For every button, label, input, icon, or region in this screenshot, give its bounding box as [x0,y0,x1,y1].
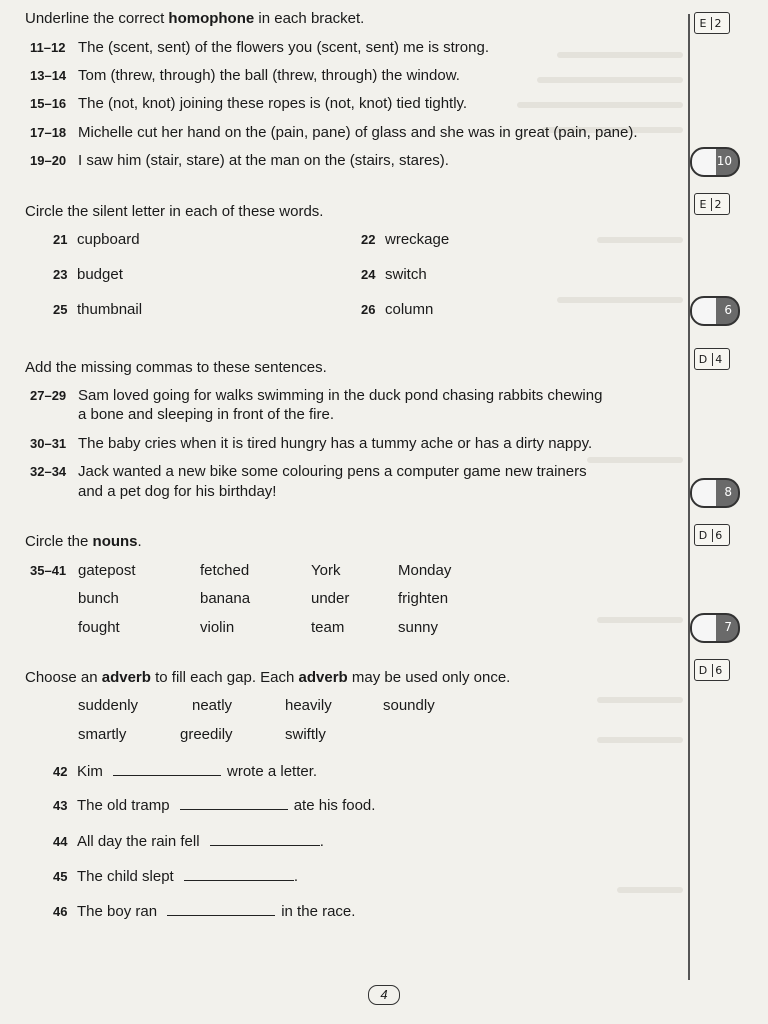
section1-skill-badge: E 2 [694,12,730,34]
noun-choice[interactable]: York [311,562,341,579]
section2-skill-badge: E 2 [694,193,730,215]
question-43: 43 The old tramp ate his food. [53,797,376,814]
question-30-31: 30–31 The baby cries when it is tired hungry has a tummy ache or has a dirty nappy. [30,435,593,452]
question-11-12: 11–12 The (scent, sent) of the flowers you (scent, sent) me is strong. [30,39,489,56]
section4-instruction: Circle the nouns. [25,533,142,550]
question-13-14: 13–14 Tom (threw, through) the ball (threw, through) the window. [30,67,460,84]
section4-score-box[interactable]: 7 [690,613,740,643]
section3-score-box[interactable]: 8 [690,478,740,508]
section2-score-box[interactable]: 6 [690,296,740,326]
question-42: 42 Kim wrote a letter. [53,763,318,780]
answer-blank-42[interactable] [113,762,221,776]
question-27-29: 27–29 Sam loved going for walks swimming in the duck pond chasing rabbits chewing [30,387,603,404]
noun-choice[interactable]: fought [78,619,120,636]
adverb-option: soundly [383,697,435,714]
question-27-29-line2: a bone and sleeping in front of the fire. [78,406,335,423]
noun-choice[interactable]: Monday [398,562,452,579]
question-17-18: 17–18 Michelle cut her hand on the (pain, pane) of glass and she was in great (pain, pane). [30,124,638,141]
answer-blank-46[interactable] [167,902,275,916]
question-32-34: 32–34 Jack wanted a new bike some colouring pens a computer game new trainers [30,463,587,480]
noun-choice[interactable]: banana [200,590,251,607]
adverb-option: smartly [78,726,127,743]
noun-choice[interactable]: gatepost [78,562,136,579]
section4-skill-badge: D 6 [694,524,730,546]
question-25: 25 thumbnail [53,301,143,318]
section3-instruction: Add the missing commas to these sentences. [25,359,327,376]
question-21: 21 cupboard [53,231,140,248]
question-32-34-line2: and a pet dog for his birthday! [78,483,277,500]
question-35-41-number: 35–41 [30,563,67,578]
question-23: 23 budget [53,266,123,283]
adverb-option: greedily [180,726,233,743]
noun-choice[interactable]: sunny [398,619,439,636]
question-26: 26 column [361,301,434,318]
question-46: 46 The boy ran in the race. [53,903,356,920]
adverb-option: neatly [192,697,233,714]
noun-choice[interactable]: frighten [398,590,449,607]
noun-choice[interactable]: team [311,619,345,636]
question-45: 45 The child slept . [53,868,299,885]
question-44: 44 All day the rain fell . [53,833,324,850]
question-24: 24 switch [361,266,427,283]
noun-choice[interactable]: fetched [200,562,250,579]
section1-score-box[interactable]: 10 [690,147,740,177]
noun-choice[interactable]: under [311,590,350,607]
question-15-16: 15–16 The (not, knot) joining these ropes is (not, knot) tied tightly. [30,95,468,112]
adverb-option: swiftly [285,726,326,743]
answer-blank-43[interactable] [180,796,288,810]
section1-instruction: Underline the correct homophone in each bracket. [25,10,365,27]
question-22: 22 wreckage [361,231,450,248]
section2-instruction: Circle the silent letter in each of these words. [25,203,324,220]
noun-choice[interactable]: bunch [78,590,119,607]
adverb-option: suddenly [78,697,139,714]
section3-skill-badge: D 4 [694,348,730,370]
section5-instruction: Choose an adverb to fill each gap. Each adverb may be used only once. [25,669,511,686]
question-19-20: 19–20 I saw him (stair, stare) at the man on the (stairs, stares). [30,152,449,169]
section5-skill-badge: D 6 [694,659,730,681]
page-number: 4 [368,985,400,1005]
answer-blank-44[interactable] [210,832,320,846]
adverb-option: heavily [285,697,332,714]
noun-choice[interactable]: violin [200,619,235,636]
answer-blank-45[interactable] [184,867,294,881]
